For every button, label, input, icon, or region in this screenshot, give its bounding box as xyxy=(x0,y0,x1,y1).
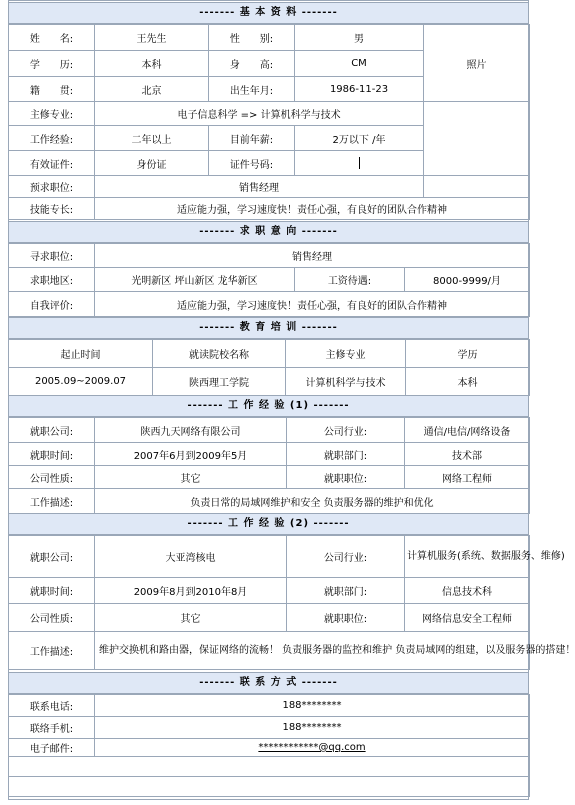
edu-header-time: 起止时间 xyxy=(9,340,153,368)
salary-value: 2万以下 /年 xyxy=(295,126,424,151)
work1-nature-label: 公司性质: xyxy=(9,466,95,489)
work2-time-label: 就职时间: xyxy=(9,578,95,604)
work2-dept-label: 就职部门: xyxy=(287,578,405,604)
work1-position-label: 就职职位: xyxy=(287,466,405,489)
section-header-basic: ------- 基 本 资 料 ------- xyxy=(8,2,529,24)
section-header-intent: ------- 求 职 意 向 ------- xyxy=(8,221,529,243)
work2-desc: 维护交换机和路由器，保证网络的流畅！ 负责服务器的监控和维护 负责局域网的组建，以及服务器的搭建！ xyxy=(95,632,530,670)
edu-degree: 本科 xyxy=(406,368,530,396)
text-cursor xyxy=(359,157,360,169)
degree-value: 本科 xyxy=(95,51,209,77)
birth-label: 出生年月: xyxy=(209,77,295,102)
empty-cell xyxy=(424,176,530,198)
empty-row-2 xyxy=(9,777,530,797)
work2-nature: 其它 xyxy=(95,604,287,632)
height-label: 身 高: xyxy=(209,51,295,77)
id-type-value: 身份证 xyxy=(95,151,209,176)
section-header-work1: ------- 工 作 经 验 (1) ------- xyxy=(8,395,529,417)
intent-self-label: 自我评价: xyxy=(9,292,95,317)
edu-major: 计算机科学与技术 xyxy=(286,368,406,396)
work1-nature: 其它 xyxy=(95,466,287,489)
exp-value: 二年以上 xyxy=(95,126,209,151)
work2-nature-label: 公司性质: xyxy=(9,604,95,632)
intent-pay-value: 8000-9999/月 xyxy=(405,268,530,292)
contact-mobile-label: 联络手机: xyxy=(9,717,95,739)
intent-pay-label: 工资待遇: xyxy=(295,268,405,292)
photo-placeholder: 照片 xyxy=(424,25,530,102)
major-label: 主修专业: xyxy=(9,102,95,126)
contact-phone: 188******** xyxy=(95,695,530,717)
edu-header-major: 主修专业 xyxy=(286,340,406,368)
intent-table xyxy=(8,243,530,317)
id-no-label: 证件号码: xyxy=(209,151,295,176)
work1-desc-label: 工作描述: xyxy=(9,489,95,514)
work2-position-label: 就职职位: xyxy=(287,604,405,632)
education-table xyxy=(8,339,530,396)
work2-industry: 计算机服务(系统、数据服务、维修) xyxy=(405,536,530,578)
name-value: 王先生 xyxy=(95,25,209,51)
photo-area xyxy=(424,102,530,176)
work1-industry-label: 公司行业: xyxy=(287,418,405,443)
height-value: CM xyxy=(295,51,424,77)
edu-header-degree: 学历 xyxy=(406,340,530,368)
work1-dept: 技术部 xyxy=(405,443,530,466)
work1-time-label: 就职时间: xyxy=(9,443,95,466)
contact-mobile: 188******** xyxy=(95,717,530,739)
major-value: 电子信息科学 => 计算机科学与技术 xyxy=(95,102,424,126)
work2-time: 2009年8月到2010年8月 xyxy=(95,578,287,604)
work1-desc: 负责日常的局域网维护和安全 负责服务器的维护和优化 xyxy=(95,489,530,514)
work1-table xyxy=(8,417,530,514)
intent-area-value: 光明新区 坪山新区 龙华新区 xyxy=(95,268,295,292)
pre-job-label: 预求职位: xyxy=(9,176,95,198)
intent-self-value: 适应能力强，学习速度快！责任心强，有良好的团队合作精神 xyxy=(95,292,530,317)
hometown-value: 北京 xyxy=(95,77,209,102)
work2-company: 大亚湾核电 xyxy=(95,536,287,578)
intent-area-label: 求职地区: xyxy=(9,268,95,292)
work1-industry: 通信/电信/网络设备 xyxy=(405,418,530,443)
basic-info-table-2 xyxy=(8,101,530,220)
contact-table xyxy=(8,694,530,797)
exp-label: 工作经验: xyxy=(9,126,95,151)
work2-industry-label: 公司行业: xyxy=(287,536,405,578)
hometown-label: 籍 贯: xyxy=(9,77,95,102)
basic-info-table xyxy=(8,24,530,102)
intent-job-label: 寻求职位: xyxy=(9,244,95,268)
work2-position: 网络信息安全工程师 xyxy=(405,604,530,632)
contact-email-label: 电子邮件: xyxy=(9,739,95,757)
edu-header-school: 就读院校名称 xyxy=(153,340,286,368)
section-header-work2: ------- 工 作 经 验 (2) ------- xyxy=(8,513,529,535)
skills-value: 适应能力强，学习速度快！责任心强，有良好的团队合作精神 xyxy=(95,198,530,220)
work1-position: 网络工程师 xyxy=(405,466,530,489)
contact-phone-label: 联系电话: xyxy=(9,695,95,717)
skills-label: 技能专长: xyxy=(9,198,95,220)
section-header-contact: ------- 联 系 方 式 ------- xyxy=(8,672,529,694)
edu-school: 陕西理工学院 xyxy=(153,368,286,396)
work1-dept-label: 就职部门: xyxy=(287,443,405,466)
id-type-label: 有效证件: xyxy=(9,151,95,176)
birth-value: 1986-11-23 xyxy=(295,77,424,102)
gender-label: 性 别: xyxy=(209,25,295,51)
email-link[interactable]: ************@qq.com xyxy=(258,742,366,753)
degree-label: 学 历: xyxy=(9,51,95,77)
salary-label: 目前年薪: xyxy=(209,126,295,151)
work2-desc-label: 工作描述: xyxy=(9,632,95,670)
contact-email[interactable] xyxy=(95,739,530,757)
work1-company-label: 就职公司: xyxy=(9,418,95,443)
work2-table xyxy=(8,535,575,670)
section-header-education: ------- 教 育 培 训 ------- xyxy=(8,317,529,339)
work2-company-label: 就职公司: xyxy=(9,536,95,578)
work2-dept: 信息技术科 xyxy=(405,578,530,604)
edu-time: 2005.09~2009.07 xyxy=(9,368,153,396)
work1-company: 陕西九天网络有限公司 xyxy=(95,418,287,443)
empty-row-1 xyxy=(9,757,530,777)
intent-job-value: 销售经理 xyxy=(95,244,530,268)
gender-value: 男 xyxy=(295,25,424,51)
work1-time: 2007年6月到2009年5月 xyxy=(95,443,287,466)
pre-job-value: 销售经理 xyxy=(95,176,424,198)
id-no-value xyxy=(295,151,424,176)
name-label: 姓 名: xyxy=(9,25,95,51)
